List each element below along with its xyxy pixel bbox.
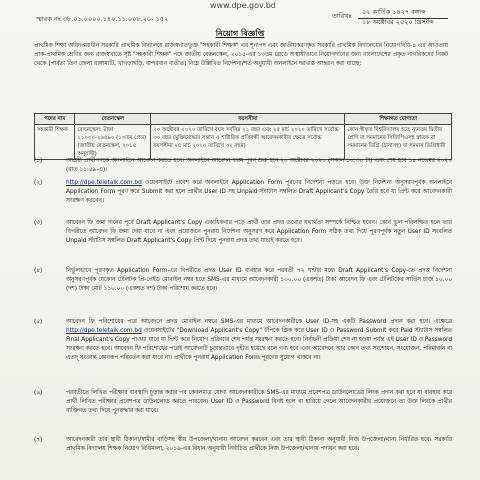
cell-pay-scale: বেতনস্কেল: টাকা ১১০০০-২৬৫৯০ (১৩তম গ্রেড) (জাতীয় বেতনস্কেল, ২০১৫ অনুযায়ী) <box>75 125 151 160</box>
instruction-item <box>34 318 452 363</box>
date-bangla: ০২ কার্তিক ১৪২৭ বঙ্গাব্দ <box>362 8 426 16</box>
item-text-part: ওয়েবসাইটে প্রবেশ করে অনলাইনে Application Form পূরণের নির্দেশনা পড়তে হবে। উক্ত নির্দেশনা অনুসরণপূর্বক অনলাইনে Application Form পূরণ করে Submit করা হলে প্রার্থীর User ID সহ Unpaid স্ট্যাটাস সম্বলিত Draft Applicant's Copy তৈরি হবে যা প্রিন্ট করে আবেদনকারী সংরক্ষণ করবেন। <box>66 180 452 204</box>
item-text-part: আগ্রহী প্রার্থীগণকে অনলাইনে আবেদন করতে হবে। <box>66 158 187 164</box>
item-number: (৩) <box>34 220 43 226</box>
cell-education: কোন স্বীকৃত বিশ্ববিদ্যালয় হতে ন্যূনতম দ্বিতীয় শ্রেণি বা সমমানের সিজিপিএসহ স্নাতক বা সমমানের ডিগ্রি (ঠানাসহ) বা সমমান ডিগ্রিধারী <box>345 125 452 160</box>
instruction-item <box>34 436 452 454</box>
item-number: (৬) <box>34 390 43 396</box>
item-text <box>66 157 452 175</box>
table-header-row <box>35 114 452 125</box>
cell-post-name: সহকারী শিক্ষক <box>35 125 75 160</box>
website-link[interactable]: http://dpe.teletalk.com.bd <box>66 328 142 334</box>
instruction-item <box>34 219 452 246</box>
item-text: আবেদন ফি জমা দানের পূর্বে Draft Applicant's Copy একাধিকবার পড়ে প্রার্থী তার প্রদত্ত তথ্যের যথার্থতা সম্পর্কে নিশ্চিত হবেন। কোন ভুল পরিলক্ষিত হলে তার বিপরীতে আবেদন ফি জমা দেয়া যাবে না এবং প্রয়োজনে পুনরায় নির্দেশনা অনুসরণ করে Application Form সঠিক তথ্য দিয়ে পূরণপূর্বক নতুন User ID সংবলিত Unpaid স্ট্যাটাস সম্বলিত Draft Applicant's Copy প্রিন্ট দিয়ে পুনরায় প্রদত্ত তথ্য যাচাই করতে হবে। <box>66 220 452 244</box>
date-label: তারিখঃ <box>332 12 352 20</box>
instruction-item <box>34 267 452 294</box>
item-text-part: অনলাইনে আবেদন ফরম পূরণ শুরু হবে ২০ অক্টোবর ২০২০ (সকাল ১০:৩০ টা) এবং শেষ হবে ১৪ নভেম্বর ২০২০ (রাত ১১:৫৯-এ)। <box>66 158 452 173</box>
item-number: (২) <box>34 180 43 186</box>
item-number: (১) <box>34 158 43 164</box>
instruction-item <box>34 157 452 175</box>
item-number: (৪) <box>34 268 43 274</box>
website-link[interactable]: http://dpe.teletalk.com.bd <box>66 180 142 186</box>
date-english: ১৮ অক্টোবর ২০২০ খ্রিস্টাব্দ <box>362 18 434 26</box>
item-text-part: ওয়েবসাইটের "Download Applicant's Copy" টপিকে ক্লিক করে User ID ও Password Submit করে Paid স্ট্যাটাস সম্বলিত Final Applicant's Copy পাওয়া যাবে যা প্রিন্ট করে নিয়োগ প্রক্রিয়ার শেষ পর্যন্ত সংরক্ষণ করতে হবে। নির্বাচনী প্রক্রিয়া শেষ না হওয়া পর্যন্ত এই User ID ও Password সংরক্ষণ করতে হবে। আবেদন ফি পরিশোধের পরেই আবেদনটি চূড়ান্তভাবে গৃহীত হয়েছে বলে গণ্য হবে এবং আবেদনে আর কোন তথ্য সংশোধন, সংযোজন, পরিমার্জন বা এতদ্ সংক্রান্ত কোনরূপ পরিবর্তন করা যাবে না। প্রার্থীকে পুনরায় Application Form পূরণের সুযোগ থাকবে না। <box>66 328 452 361</box>
item-text: আবেদনকারী তার স্থায়ী ঠিকানা/স্বামীর বাড়িসহ স্বীয় উপজেলা/থানায় আবেদন করবেন এবং তার স্থায়ী ঠিকানা অনুযায়ী নিজ উপজেলা/থানা নির্ধারিত হবে। সরকারি প্রাথমিক বিদ্যালয় শিক্ষক নিয়োগ বিধিমালা, ২০১৯-এর বিধান অনুযায়ী নির্বাচিত প্রার্থীকে নিজ উপজেলা/থানায় পদায়ন করা হবে। <box>66 437 452 452</box>
notice-intro: প্রাথমিক শিক্ষা অধিদপ্তরাধীন সরকারি প্রাথমিক বিদ্যালয়ে রাজস্বখাতভুক্ত "সহকারী শিক্ষক" এর শূন্যপদ এবং জাতীয়করণকৃত সরকারি প্রাথমিক বিদ্যালয়ের নিয়োগবিধি-৪ এর আওতায় প্রাক-প্রাথমিক শ্রেণির জন্য রাজস্বখাতে সৃষ্ট "সহকারী শিক্ষক" পদে জাতীয় বেতনস্কেল, ২০১৫-এর ১৩তম গ্রেডে অস্থায়ীভাবে নিয়োগদানের জন্য বাংলাদেশের প্রকৃত নাগরিকদের নিকট থেকে (পার্বত্য তিন জেলা রাঙ্গামাটি, খাগড়াছড়ি, বান্দরবান ব্যতীত) নিম্নে উল্লিখিত নির্দেশনা/শর্ত অনুযায়ী অনলাইনে দরখাস্ত আহ্বান করা যাচ্ছে: <box>34 43 448 67</box>
item-text-part: আবেদন ফি পরিশোধের পরে আবেদনে প্রদত্ত মোবাইল নম্বরে SMS-এর মাধ্যমে আবেদনকারীকে User ID-সহ একটি Password প্রদান করা হবে। এক্ষেত্রে <box>66 319 452 325</box>
memo-number: স্মারক নং ৩৮.০১.০০০০.১৪০.১১.০০৮.২০- ১৫২ <box>36 15 169 23</box>
instruction-item <box>34 389 452 416</box>
cell-age-limit: ২০ অক্টোবর ২০২০ তারিখে বয়স সর্বনিম্ন ২১ বছর এবং ২৫ মার্চ ২০২০ তারিখে সর্বোচ্চ ৩০ বছর (মুক্তিযোদ্ধার সন্তান ও শারীরিক প্রতিবন্ধী আবেদনকারীর ক্ষেত্রে সর্বোচ্চ বয়সসীমা ২৫ মার্চ ২০২০ তারিখে ৩২ বছর) <box>151 125 345 160</box>
item-text: নির্ভুলভাবে পূরণকৃত Application Form-এর বিপরীতে প্রদত্ত User ID ব্যবহার করে পরবর্তী ৭২ ঘণ্টার মধ্যে Draft Applicant's Copy-তে প্রদত্ত নির্দেশনা অনুসরণপূর্বক যেকোন টেলিটক প্রি-পেইড মোবাইল নম্বর হতে SMS-এর মাধ্যমে আবেদনকারী ১০০.০০ (একশত) টাকা আবেদন ফি এবং টেলিটকের সার্ভিস চার্জ ১০.০০ (দশ) টাকা মোট ১১০.০০ (একশত দশ) টাকা পরিশোধ করতে হবে। <box>66 268 452 292</box>
item-text: পরবর্তীতে লিখিত পরীক্ষার ব্যবস্থাদি চূড়ান্ত করার পর কেবলমাত্র যোগ্য আবেদনকারীকে SMS-এর মাধ্যমে প্রবেশপত্র ডাউনলোডের লিংক প্রদান করা হবে যা ব্যবহার করে প্রার্থী লিখিত পরীক্ষার প্রবেশপত্র ডাউনলোড করতে পারবেন। User ID ও Password বিনষ্ট হলে বা হারিয়ে গেলে আবেদনকারীর প্রয়োজনে তা উক্ত লিংকে প্রার্থীর ব্যক্তিগত তথ্য দিয়ে পুনরুদ্ধার করা যাবে। <box>66 390 452 414</box>
header-age-limit: বয়সসীমা <box>151 114 345 125</box>
post-table <box>34 113 452 160</box>
header-pay-scale: বেতনস্কেল <box>75 114 151 125</box>
table-row <box>35 125 452 160</box>
notice-title: নিয়োগ বিজ্ঞপ্তি <box>215 29 265 38</box>
item-number: (৫) <box>34 319 43 325</box>
header-post-name: পদের নাম <box>35 114 75 125</box>
item-text <box>66 179 452 206</box>
website-url: www.dpe.gov.bd <box>210 1 276 10</box>
item-number: (৭) <box>34 437 43 443</box>
item-text <box>66 318 452 363</box>
instruction-item <box>34 179 452 206</box>
header-education: শিক্ষাগত যোগ্যতা <box>345 114 452 125</box>
date-divider <box>358 18 448 19</box>
